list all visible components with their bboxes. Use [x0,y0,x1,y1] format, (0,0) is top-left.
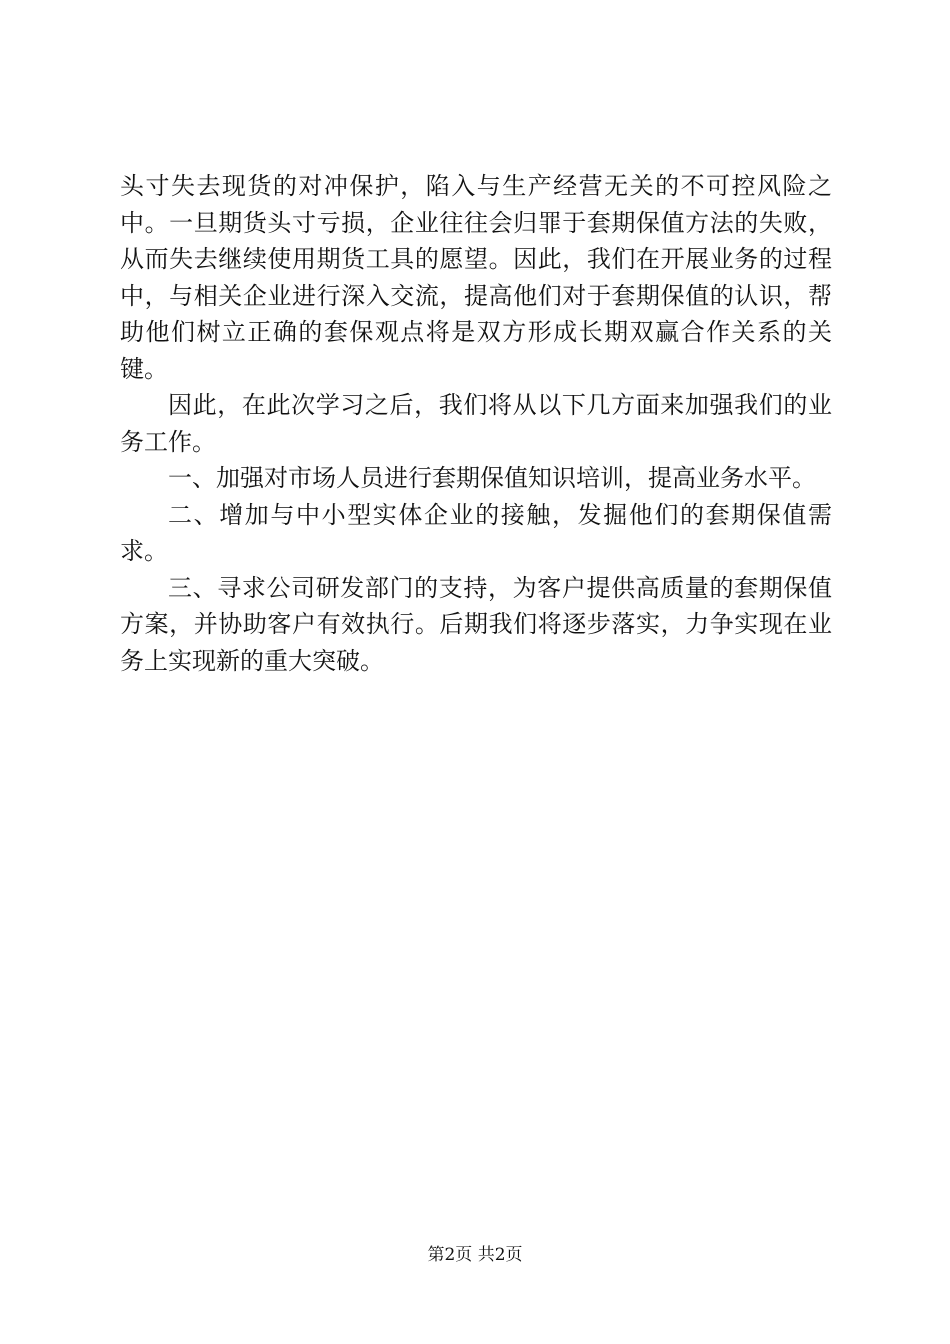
paragraph-item-2: 二、增加与中小型实体企业的接触，发掘他们的套期保值需求。 [120,500,832,565]
document-body [120,168,832,679]
paragraph-item-1: 一、加强对市场人员进行套期保值知识培训，提高业务水平。 [168,464,816,492]
page-number-footer: 第2页 共2页 [427,1245,523,1265]
paragraph-continuation: 头寸失去现货的对冲保护，陷入与生产经营无关的不可控风险之中。一旦期货头寸亏损，企业往往会归罪于套期保值方法的失败，从而失去继续使用期货工具的愿望。因此，我们在开展业务的过程中，与相关企业进行深入交流，提高他们对于套期保值的认识，帮助他们树立正确的套保观点将是双方形成长期双赢合作关系的关键。 [120,172,832,383]
paragraph-item-3: 三、寻求公司研发部门的支持，为客户提供高质量的套期保值方案，并协助客户有效执行。后期我们将逐步落实，力争实现在业务上实现新的重大突破。 [120,573,832,675]
paragraph-intro: 因此，在此次学习之后，我们将从以下几方面来加强我们的业务工作。 [120,391,832,456]
